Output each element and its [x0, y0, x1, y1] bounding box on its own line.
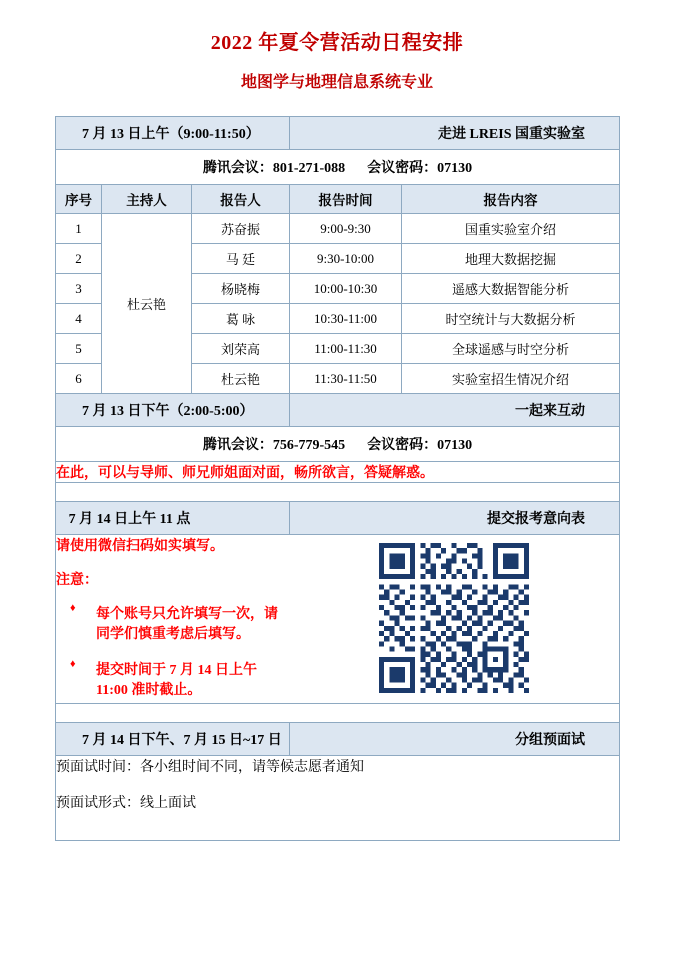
session-4-topic: 分组预面试	[290, 723, 620, 756]
row-content: 全球遥感与时空分析	[402, 334, 620, 364]
row-time: 11:30-11:50	[290, 364, 402, 394]
row-no: 5	[56, 334, 102, 364]
session-2-password-label: 会议密码：	[367, 438, 438, 453]
session-2-time: 7 月 13 日下午（2:00-5:00）	[56, 394, 290, 427]
column-header-time: 报告时间	[290, 185, 402, 214]
schedule-table	[55, 116, 620, 841]
column-header-content: 报告内容	[402, 185, 620, 214]
session-3-instruction: 请使用微信扫码如实填写。	[56, 539, 224, 554]
table-row	[56, 214, 620, 244]
row-content: 遥感大数据智能分析	[402, 274, 620, 304]
session-2-meeting-cell	[56, 427, 620, 462]
row-time: 9:30-10:00	[290, 244, 402, 274]
session-4-header-row	[56, 723, 620, 756]
session-1-password: 07130	[437, 161, 473, 176]
session-2-note-cell	[56, 462, 620, 483]
document-header	[0, 0, 674, 92]
column-header-host: 主持人	[102, 185, 192, 214]
spacer-row-2	[56, 704, 620, 723]
session-1-header-row	[56, 117, 620, 150]
row-speaker: 刘荣高	[192, 334, 290, 364]
page-title: 2022 年夏令营活动日程安排	[210, 32, 464, 54]
session-3-qr-cell	[290, 535, 620, 704]
session-1-password-label: 会议密码：	[367, 161, 438, 176]
row-content: 地理大数据挖掘	[402, 244, 620, 274]
session-4-body-row	[56, 756, 620, 841]
column-header-no: 序号	[56, 185, 102, 214]
row-no: 2	[56, 244, 102, 274]
row-content: 时空统计与大数据分析	[402, 304, 620, 334]
row-speaker: 葛 咏	[192, 304, 290, 334]
wechat-qr-code[interactable]	[290, 535, 620, 703]
session-4-line-2: 预面试形式：线上面试	[56, 796, 196, 811]
session-2-meeting-label: 腾讯会议：	[202, 438, 273, 453]
session-3-bullet-list	[56, 603, 290, 699]
row-time: 9:00-9:30	[290, 214, 402, 244]
session-3-time: 7 月 14 日上午 11 点	[56, 502, 290, 535]
session-2-note: 在此，可以与导师、师兄师姐面对面，畅所欲言，答疑解惑。	[56, 466, 434, 481]
session-3-text-cell	[56, 535, 290, 704]
session-3-header-row	[56, 502, 620, 535]
session-3-body-row	[56, 535, 620, 704]
session-2-meeting-id: 756-779-545	[272, 438, 346, 453]
session-1-meeting-id: 801-271-088	[272, 161, 346, 176]
session-2-password: 07130	[437, 438, 473, 453]
session-1-meeting-row	[56, 150, 620, 185]
session-4-text-cell	[56, 756, 620, 841]
row-no: 3	[56, 274, 102, 304]
session-2-meeting-row	[56, 427, 620, 462]
row-host: 杜云艳	[102, 214, 192, 394]
list-item: ♦ 每个账号只允许填写一次，请同学们慎重考虑后填写。	[56, 603, 290, 643]
session-2-note-row	[56, 462, 620, 483]
session-1-meeting-label: 腾讯会议：	[202, 161, 273, 176]
schedule-table-wrapper	[55, 116, 619, 841]
row-speaker: 杜云艳	[192, 364, 290, 394]
row-speaker: 马 廷	[192, 244, 290, 274]
session-3-attention-label: 注意：	[56, 573, 98, 588]
session-1-topic: 走进 LREIS 国重实验室	[290, 117, 620, 150]
spacer-cell	[56, 483, 620, 502]
row-time: 11:00-11:30	[290, 334, 402, 364]
spacer-cell	[56, 704, 620, 723]
table-column-headers	[56, 185, 620, 214]
column-header-speaker: 报告人	[192, 185, 290, 214]
session-4-line-1: 预面试时间：各小组时间不同，请等候志愿者通知	[56, 760, 364, 775]
session-2-topic: 一起来互动	[290, 394, 620, 427]
row-no: 6	[56, 364, 102, 394]
row-time: 10:30-11:00	[290, 304, 402, 334]
row-time: 10:00-10:30	[290, 274, 402, 304]
row-content: 国重实验室介绍	[402, 214, 620, 244]
page-subtitle: 地图学与地理信息系统专业	[240, 74, 433, 91]
row-speaker: 杨晓梅	[192, 274, 290, 304]
row-no: 1	[56, 214, 102, 244]
spacer-row-1	[56, 483, 620, 502]
session-4-time: 7 月 14 日下午、7 月 15 日~17 日	[56, 723, 290, 756]
session-1-meeting-cell	[56, 150, 620, 185]
session-3-topic: 提交报考意向表	[290, 502, 620, 535]
row-content: 实验室招生情况介绍	[402, 364, 620, 394]
row-no: 4	[56, 304, 102, 334]
qr-code-icon	[379, 543, 529, 693]
row-speaker: 苏奋振	[192, 214, 290, 244]
list-item: ♦ 提交时间于 7 月 14 日上午 11:00 准时截止。	[56, 659, 290, 699]
session-1-time: 7 月 13 日上午（9:00-11:50）	[56, 117, 290, 150]
session-2-header-row	[56, 394, 620, 427]
